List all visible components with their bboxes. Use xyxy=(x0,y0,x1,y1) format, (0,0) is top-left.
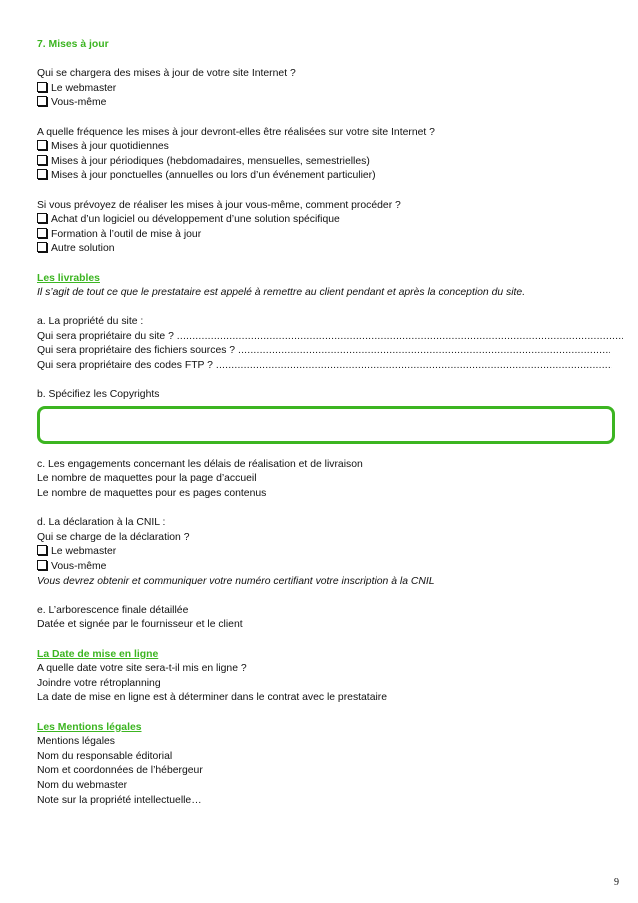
page-number: 9 xyxy=(614,877,619,888)
option-autre[interactable]: Autre solution xyxy=(37,242,617,257)
mentions-line-4: Nom du webmaster xyxy=(37,779,128,791)
mise-en-ligne-line-3: La date de mise en ligne est à déterminer dans le contrat avec le prestataire xyxy=(37,692,388,704)
checkbox-icon[interactable] xyxy=(37,545,47,555)
subsection-b-title: b. Spécifiez les Copyrights xyxy=(37,389,160,401)
fill-in-dots[interactable] xyxy=(216,359,612,374)
checkbox-icon[interactable] xyxy=(37,155,47,165)
cnil-note: Vous devrez obtenir et communiquer votre numéro certifiant votre inscription à la CNIL xyxy=(37,575,435,587)
section-title-livrables: Les livrables xyxy=(37,272,100,284)
checkbox-icon[interactable] xyxy=(37,169,47,179)
fill-in-dots[interactable] xyxy=(177,330,623,345)
checkbox-icon[interactable] xyxy=(37,82,47,92)
mentions-line-5: Note sur la propriété intellectuelle… xyxy=(37,794,202,806)
owner-site-line: Qui sera propriétaire du site ? ..... xyxy=(37,330,617,345)
option-formation[interactable]: Formation à l’outil de mise à jour xyxy=(37,228,617,243)
subsection-e-title: e. L’arborescence finale détaillée xyxy=(37,604,189,616)
mise-en-ligne-line-1: A quelle date votre site sera-t-il mis en ligne ? xyxy=(37,663,247,675)
checkbox-icon[interactable] xyxy=(37,96,47,106)
mentions-line-3: Nom et coordonnées de l’hébergeur xyxy=(37,765,203,777)
question-how-to-proceed: Si vous prévoyez de réaliser les mises à jour vous-même, comment procéder ? xyxy=(37,199,401,211)
option-vous-meme[interactable]: Vous-même xyxy=(37,96,617,111)
subsection-d-title: d. La déclaration à la CNIL : xyxy=(37,517,166,529)
option-quotidiennes[interactable]: Mises à jour quotidiennes xyxy=(37,140,617,155)
maquettes-contenus: Le nombre de maquettes pour es pages contenus xyxy=(37,488,267,500)
maquettes-accueil: Le nombre de maquettes pour la page d’accueil xyxy=(37,473,257,485)
section-title-mentions-legales: Les Mentions légales xyxy=(37,721,142,733)
checkbox-icon[interactable] xyxy=(37,242,47,252)
fill-in-dots[interactable] xyxy=(238,344,610,359)
option-periodiques[interactable]: Mises à jour périodiques (hebdomadaires, mensuelles, semestrielles) xyxy=(37,155,617,170)
option-logiciel[interactable]: Achat d’un logiciel ou développement d’une solution spécifique xyxy=(37,213,617,228)
owner-ftp-line: Qui sera propriétaire des codes FTP ? ..... xyxy=(37,359,617,374)
option-webmaster[interactable]: Le webmaster xyxy=(37,82,617,97)
mise-en-ligne-line-2: Joindre votre rétroplanning xyxy=(37,677,161,689)
section-title-mises-a-jour: 7. Mises à jour xyxy=(37,39,109,50)
subsection-a-title: a. La propriété du site : xyxy=(37,316,144,328)
copyright-input-box[interactable] xyxy=(37,406,615,444)
livrables-intro: Il s’agit de tout ce que le prestataire est appelé à remettre au client pendant et après la conception du site. xyxy=(37,287,526,299)
document-page xyxy=(37,38,617,808)
question-cnil: Qui se charge de la déclaration ? xyxy=(37,531,190,543)
owner-sources-line: Qui sera propriétaire des fichiers sources ? ..... xyxy=(37,344,617,359)
option-ponctuelles[interactable]: Mises à jour ponctuelles (annuelles ou lors d’un événement particulier) xyxy=(37,169,617,184)
checkbox-icon[interactable] xyxy=(37,560,47,570)
question-update-frequency: A quelle fréquence les mises à jour devront-elles être réalisées sur votre site Internet ? xyxy=(37,126,435,138)
mentions-line-2: Nom du responsable éditorial xyxy=(37,750,173,762)
option-cnil-vous-meme[interactable]: Vous-même xyxy=(37,560,617,575)
question-who-updates: Qui se chargera des mises à jour de votre site Internet ? xyxy=(37,68,296,80)
section-title-mise-en-ligne: La Date de mise en ligne xyxy=(37,648,159,660)
arborescence-note: Datée et signée par le fournisseur et le client xyxy=(37,619,243,631)
mentions-line-1: Mentions légales xyxy=(37,736,115,748)
checkbox-icon[interactable] xyxy=(37,213,47,223)
option-cnil-webmaster[interactable]: Le webmaster xyxy=(37,545,617,560)
checkbox-icon[interactable] xyxy=(37,228,47,238)
subsection-c-title: c. Les engagements concernant les délais de réalisation et de livraison xyxy=(37,458,363,470)
checkbox-icon[interactable] xyxy=(37,140,47,150)
